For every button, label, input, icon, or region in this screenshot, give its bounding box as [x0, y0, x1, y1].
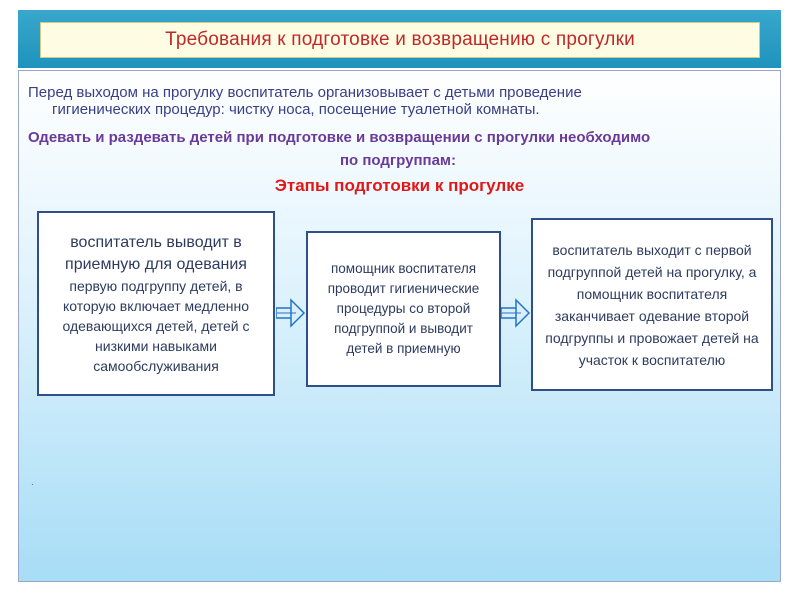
intro-line-2: гигиенических процедур: чистку носа, посещение туалетной комнаты. [52, 101, 540, 118]
footer-mark: . [31, 477, 34, 488]
right-arrow-icon [276, 297, 306, 329]
stage-card-3-text: воспитатель выходит с первой подгруппой детей на прогулку, а помощник воспитателя заканчивает одевание второй подгруппы и провожает детей на участок к воспитателю [545, 241, 759, 368]
stage-card-2-text: помощник воспитателя проводит гигиенические процедуры со второй подгруппой и выводит детей в приемную [327, 261, 480, 356]
stage-card-3 [531, 218, 773, 391]
stage-card-1-text: первую подгруппу детей, в которую включает медленно одевающихся детей, детей с низкими навыками самообслуживания [62, 277, 250, 374]
instruction-paragraph [28, 126, 768, 172]
intro-paragraph [28, 84, 768, 118]
stage-card-1 [37, 211, 275, 396]
page-title: Требования к подготовке и возвращению с прогулки [165, 29, 635, 50]
stage-card-1-content [47, 232, 265, 376]
right-arrow-icon [501, 297, 531, 329]
stage-card-1-lead: воспитатель выводит в приемную для одевания [65, 233, 247, 273]
stage-card-2 [306, 231, 501, 387]
title-box [40, 22, 760, 58]
intro-line-1: Перед выходом на прогулку воспитатель организовывает с детьми проведение [28, 84, 582, 101]
instruction-line-2: по подгруппам: [339, 152, 457, 169]
instruction-line-1: Одевать и раздевать детей при подготовке и возвращении с прогулки необходимо [28, 129, 651, 146]
stages-title: Этапы подготовки к прогулке [274, 176, 525, 195]
